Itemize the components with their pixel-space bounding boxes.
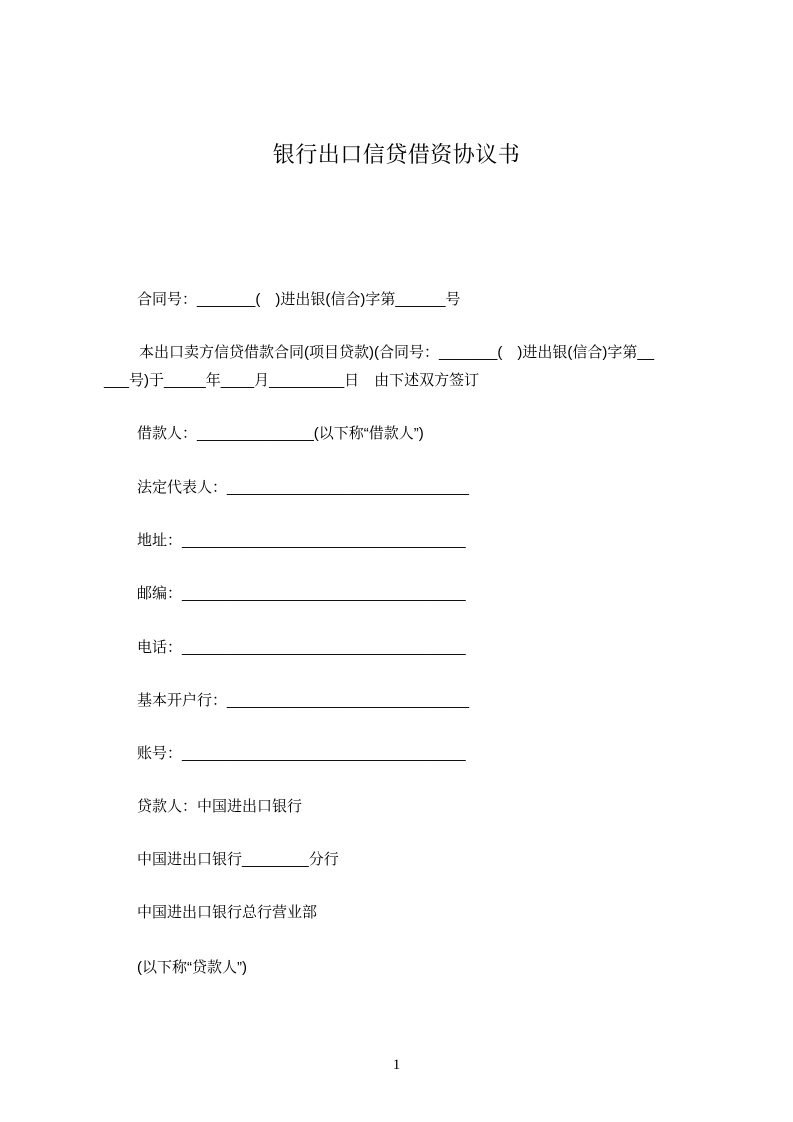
preamble-line-1: 本出口卖方信贷借款合同(项目贷款)(合同号：_______( )进出银(信合)字第__	[139, 344, 655, 361]
phone-line: 电话：__________________________________	[137, 639, 466, 656]
basic-bank-line: 基本开户行：_____________________________	[137, 692, 469, 709]
legal-representative-line: 法定代表人：_____________________________	[137, 479, 469, 496]
borrower-name-line: 借款人：______________(以下称“借款人”)	[137, 425, 424, 442]
preamble-line-2: ___号)于_____年____月_________日 由下述双方签订	[104, 372, 480, 389]
lender-name-line: 贷款人：中国进出口银行	[137, 798, 303, 815]
address-line: 地址：__________________________________	[137, 532, 466, 549]
lender-branch-line: 中国进出口银行________分行	[137, 851, 339, 868]
account-line: 账号：__________________________________	[137, 745, 466, 762]
lender-headquarters-line: 中国进出口银行总行营业部	[137, 904, 318, 921]
document-title: 银行出口信贷借资协议书	[272, 142, 521, 167]
lender-alias-line: (以下称“贷款人”)	[137, 959, 247, 976]
page-number: 1	[392, 1057, 401, 1073]
contract-number-line: 合同号：_______( )进出银(信合)字第______号	[137, 291, 461, 308]
postcode-line: 邮编：__________________________________	[137, 585, 466, 602]
